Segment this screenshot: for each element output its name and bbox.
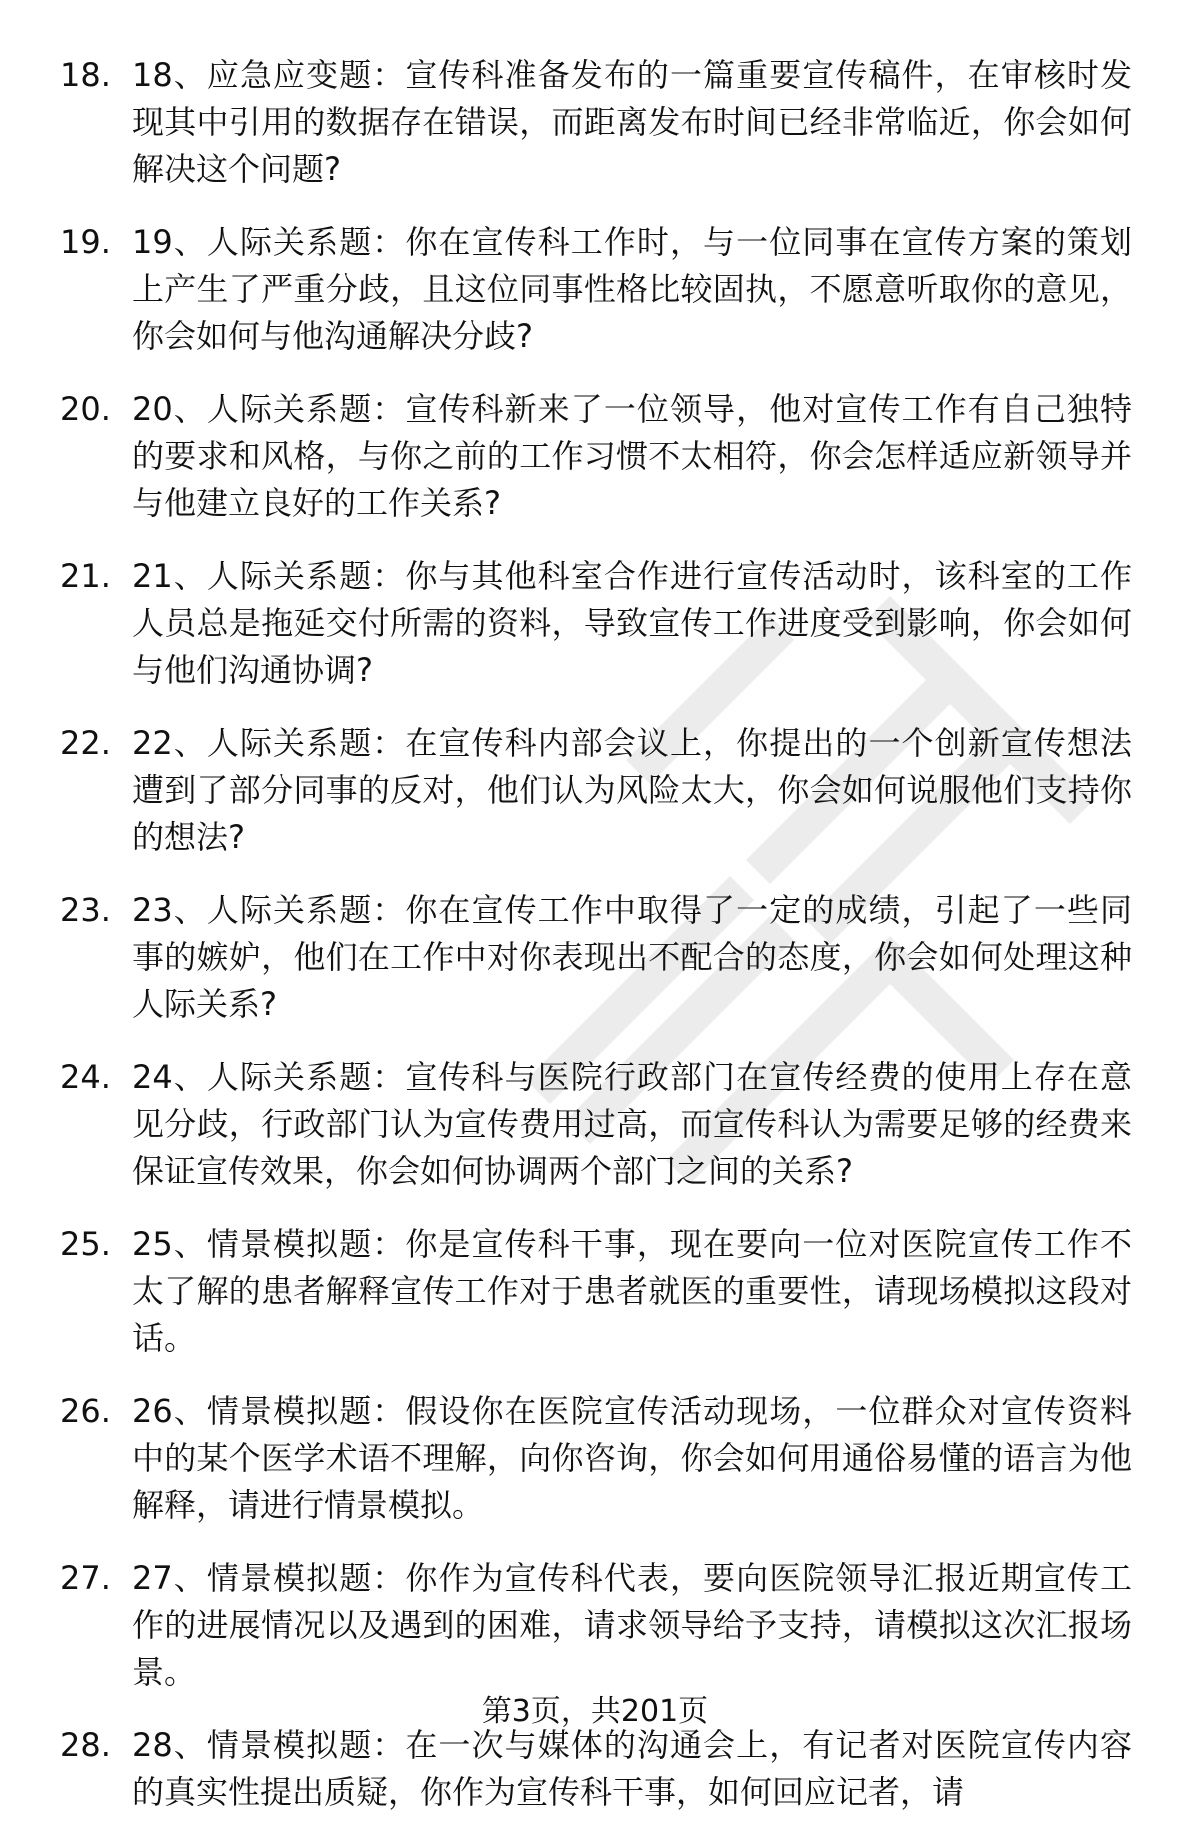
question-number: 28. (60, 1726, 111, 1764)
question-item (60, 1388, 1160, 1529)
question-text: 19、人际关系题：你在宣传科工作时，与一位同事在宣传方案的策划上产生了严重分歧，且这位同事性格比较固执，不愿意听取你的意见，你会如何与他沟通解决分歧? (132, 223, 1132, 355)
question-number: 25. (60, 1225, 111, 1263)
question-text: 28、情景模拟题：在一次与媒体的沟通会上，有记者对医院宣传内容的真实性提出质疑，你作为宣传科干事，如何回应记者，请 (132, 1726, 1132, 1811)
question-item (60, 1555, 1160, 1696)
question-number: 19. (60, 223, 111, 261)
question-number: 24. (60, 1058, 111, 1096)
question-number: 23. (60, 891, 111, 929)
question-item (60, 219, 1160, 360)
page-number-label: 第3页，共201页 (481, 1694, 709, 1729)
question-text: 22、人际关系题：在宣传科内部会议上，你提出的一个创新宣传想法遭到了部分同事的反对，他们认为风险太大，你会如何说服他们支持你的想法? (132, 724, 1132, 856)
question-item (60, 52, 1160, 193)
question-text: 27、情景模拟题：你作为宣传科代表，要向医院领导汇报近期宣传工作的进展情况以及遇到的困难，请求领导给予支持，请模拟这次汇报场景。 (132, 1559, 1132, 1691)
question-item (60, 720, 1160, 861)
question-list (60, 52, 1160, 1842)
question-item (60, 1221, 1160, 1362)
question-item (60, 553, 1160, 694)
question-text: 24、人际关系题：宣传科与医院行政部门在宣传经费的使用上存在意见分歧，行政部门认为宣传费用过高，而宣传科认为需要足够的经费来保证宣传效果，你会如何协调两个部门之间的关系? (132, 1058, 1132, 1190)
question-item (60, 1722, 1160, 1816)
question-number: 18. (60, 56, 111, 94)
question-text: 18、应急应变题：宣传科准备发布的一篇重要宣传稿件，在审核时发现其中引用的数据存在错误，而距离发布时间已经非常临近，你会如何解决这个问题? (132, 56, 1132, 188)
question-text: 23、人际关系题：你在宣传工作中取得了一定的成绩，引起了一些同事的嫉妒，他们在工作中对你表现出不配合的态度，你会如何处理这种人际关系? (132, 891, 1132, 1023)
question-number: 27. (60, 1559, 111, 1597)
question-text: 25、情景模拟题：你是宣传科干事，现在要向一位对医院宣传工作不太了解的患者解释宣传工作对于患者就医的重要性，请现场模拟这段对话。 (132, 1225, 1132, 1357)
question-text: 21、人际关系题：你与其他科室合作进行宣传活动时，该科室的工作人员总是拖延交付所需的资料，导致宣传工作进度受到影响，你会如何与他们沟通协调? (132, 557, 1132, 689)
question-number: 22. (60, 724, 111, 762)
page-footer (0, 1692, 1190, 1732)
question-number: 26. (60, 1392, 111, 1430)
question-number: 20. (60, 390, 111, 428)
question-item (60, 386, 1160, 527)
question-item (60, 887, 1160, 1028)
question-text: 20、人际关系题：宣传科新来了一位领导，他对宣传工作有自己独特的要求和风格，与你之前的工作习惯不太相符，你会怎样适应新领导并与他建立良好的工作关系? (132, 390, 1132, 522)
question-number: 21. (60, 557, 111, 595)
question-item (60, 1054, 1160, 1195)
question-text: 26、情景模拟题：假设你在医院宣传活动现场，一位群众对宣传资料中的某个医学术语不理解，向你咨询，你会如何用通俗易懂的语言为他解释，请进行情景模拟。 (132, 1392, 1132, 1524)
